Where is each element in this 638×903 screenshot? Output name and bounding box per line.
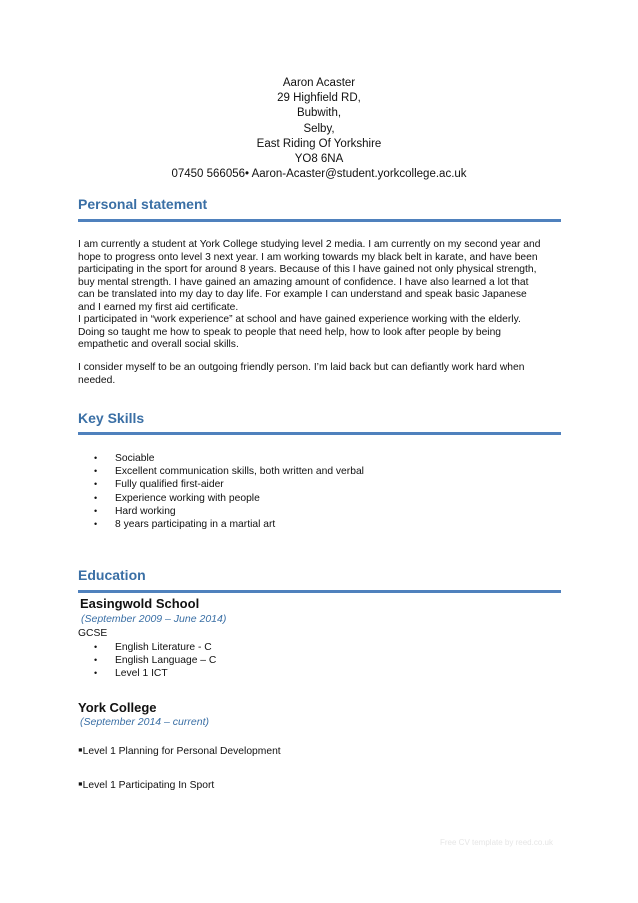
bullet-icon: •: [94, 642, 98, 652]
contact-details: 07450 566056• Aaron-Acaster@student.yorkcollege.ac.uk: [171, 168, 467, 181]
candidate-name: Aaron Acaster: [282, 77, 356, 89]
list-item: [94, 518, 364, 531]
template-credit: Free CV template by reed.co.uk: [440, 838, 553, 847]
address-line-4: East Riding Of Yorkshire: [256, 137, 382, 150]
personal-statement-paragraph-2: [78, 362, 562, 387]
skill-text: Experience working with people: [115, 492, 260, 504]
contact-header: [0, 76, 638, 182]
school-name: Easingwold School: [80, 596, 200, 611]
personal-statement-paragraph-1: [78, 239, 562, 352]
course-text: Level 1 Participating In Sport: [82, 780, 215, 791]
skill-text: 8 years participating in a martial art: [115, 518, 276, 530]
list-item: [94, 667, 216, 680]
bullet-icon: •: [94, 492, 98, 503]
text-line: and I earned my first aid certificate.: [78, 301, 239, 313]
text-line: buy mental strength. I have gained an amazing amount of confidence. I have also learned a lot that: [78, 276, 529, 288]
address-line-1: 29 Highfield RD,: [277, 92, 361, 105]
list-item: [94, 465, 364, 478]
text-line: participating in the sport for around 8 years. Because of this I have gained not only physical strength,: [78, 264, 537, 275]
list-item: [94, 654, 216, 667]
subject-text: Level 1 ICT: [115, 668, 168, 680]
bullet-icon: •: [94, 479, 98, 490]
text-line: hope to progress onto level 3 next year. I am working towards my black belt in karate, and have been: [78, 251, 538, 263]
subject-text: English Language – C: [115, 655, 217, 667]
personal-statement-heading: Personal statement: [78, 196, 208, 212]
school-dates: (September 2009 – June 2014): [81, 613, 227, 625]
square-bullet-icon: ▪: [78, 776, 83, 791]
skill-text: Fully qualified first-aider: [115, 479, 224, 491]
bullet-icon: •: [94, 453, 98, 463]
address-line-3: Selby,: [303, 122, 335, 135]
list-item: [94, 492, 364, 505]
list-item: [94, 452, 364, 465]
bullet-icon: •: [94, 466, 98, 477]
qualification-label: GCSE: [78, 628, 108, 639]
text-line: can be translated into my day to day life. For example I can understand and speak basic Japanese: [78, 289, 527, 300]
bullet-icon: •: [94, 518, 98, 529]
bullet-icon: •: [94, 505, 98, 516]
text-line: needed.: [78, 374, 116, 386]
key-skills-heading: Key Skills: [78, 410, 145, 426]
bullet-icon: •: [94, 655, 98, 666]
course-item: [78, 776, 214, 791]
text-line: Doing so taught me how to speak to people that need help, how to look after people by being: [78, 326, 502, 338]
section-divider: [78, 432, 561, 435]
section-divider: [78, 219, 561, 222]
text-line: empathetic and overall social skills.: [78, 339, 239, 350]
list-item: [94, 505, 364, 518]
square-bullet-icon: ▪: [78, 742, 83, 757]
section-divider: [78, 590, 561, 593]
list-item: [94, 641, 216, 654]
college-dates: (September 2014 – current): [80, 716, 209, 728]
gcse-subject-list: [94, 641, 216, 681]
text-line: I participated in “work experience” at school and have gained experience working with the elderly.: [78, 314, 521, 325]
subject-text: English Literature - C: [115, 642, 212, 653]
education-heading: Education: [78, 567, 146, 583]
bullet-icon: •: [94, 668, 98, 679]
skill-text: Sociable: [115, 453, 155, 464]
course-text: Level 1 Planning for Personal Development: [82, 746, 281, 757]
text-line: I am currently a student at York College studying level 2 media. I am currently on my second year and: [78, 239, 541, 250]
address-line-2: Bubwith,: [296, 107, 342, 120]
postcode: YO8 6NA: [294, 153, 344, 166]
key-skills-list: [94, 452, 364, 531]
text-line: I consider myself to be an outgoing friendly person. I’m laid back but can defiantly work hard when: [78, 362, 525, 373]
college-name: York College: [78, 700, 157, 715]
skill-text: Hard working: [115, 505, 176, 517]
course-item: [78, 742, 281, 757]
skill-text: Excellent communication skills, both written and verbal: [115, 466, 364, 478]
list-item: [94, 478, 364, 491]
